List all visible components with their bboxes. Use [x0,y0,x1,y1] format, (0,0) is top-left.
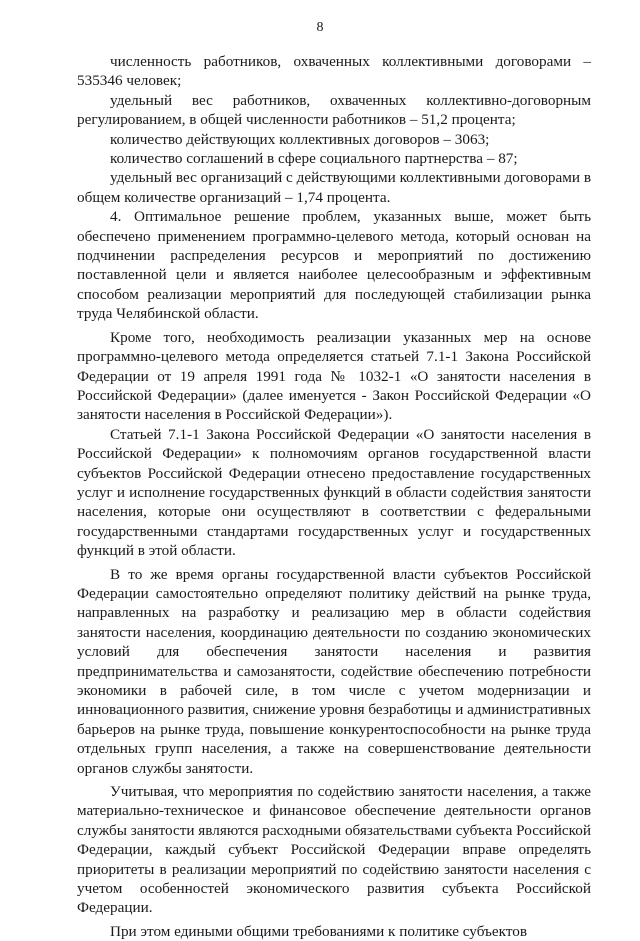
paragraph-program-method: Кроме того, необходимость реализации указанных мер на основе программно-целевого метода определяется статьей 7.1-1 Закона Российской Федерации от 19 апреля 1991 года № 1032-1 «О занятости населения в Российской Федерации» (далее именуется - Закон Российской Федерации «О занятости населения в Российской Федерации»). [77,328,591,424]
paragraph-article-7-1-1: Статьей 7.1-1 Закона Российской Федерации «О занятости населения в Российской Федерации» к полномочиям органов государственной власти субъектов Российской Федерации отнесено предоставление государственных услуг и исполнение государственных функций в области содействия занятости населения, которые они осуществляют в соответствии с федеральными государственными стандартами государственных услуг и государственных функций в этой области. [77,425,591,560]
paragraph-expenditure-obligations: Учитывая, что мероприятия по содействию занятости населения, а также материально-техническое и финансовое обеспечение деятельности органов службы занятости являются расходными обязательствами субъекта Российской Федерации, каждый субъект Российской Федерации вправе определять приоритеты в реализации мероприятий по содействию занятости населения с учетом особенностей экономического развития субъекта Российской Федерации. [77,783,591,917]
page-number: 8 [316,20,324,35]
paragraph-regional-policy: В то же время органы государственной власти субъектов Российской Федерации самостоятельно определяют политику действий на рынке труда, направленных на разработку и реализацию мер в области содействия занятости населения, координацию деятельности по созданию экономических условий для обеспечения занятости населения и развития предпринимательства и самозанятости, содействие обеспечению потребности экономики в рабочей силе, в том числе с учетом модернизации и инновационного развития, снижение уровня безработицы и административных барьеров на рынке труда, повышение конкурентоспособности на рынке труда отдельных групп населения, а также на совершенствование деятельности органов службы занятости. [77,565,591,777]
paragraph-common-requirements: При этом едиными общими требованиями к политике субъектов [110,922,528,940]
paragraph-share-workers: удельный вес работников, охваченных коллективно-договорным регулированием, в общей численности работников – 51,2 процента; [77,91,591,129]
paragraph-partnership-count: количество соглашений в сфере социального партнерства – 87; [110,150,518,168]
document-body [77,52,591,941]
paragraph-agreements-count: количество действующих коллективных договоров – 3063; [110,130,490,148]
paragraph-workers-covered: численность работников, охваченных коллективными договорами – 535346 человек; [77,53,591,90]
paragraph-optimal-solution: 4. Оптимальное решение проблем, указанных выше, может быть обеспечено применением программно-целевого метода, который основан на подчинении распределения ресурсов и мероприятий по достижению поставленной цели и является наиболее целесообразным и эффективным способом реализации мероприятий для последующей стабилизации рынка труда Челябинской области. [77,208,591,323]
paragraph-share-organizations: удельный вес организаций с действующими коллективными договорами в общем количестве организаций – 1,74 процента. [77,169,591,206]
